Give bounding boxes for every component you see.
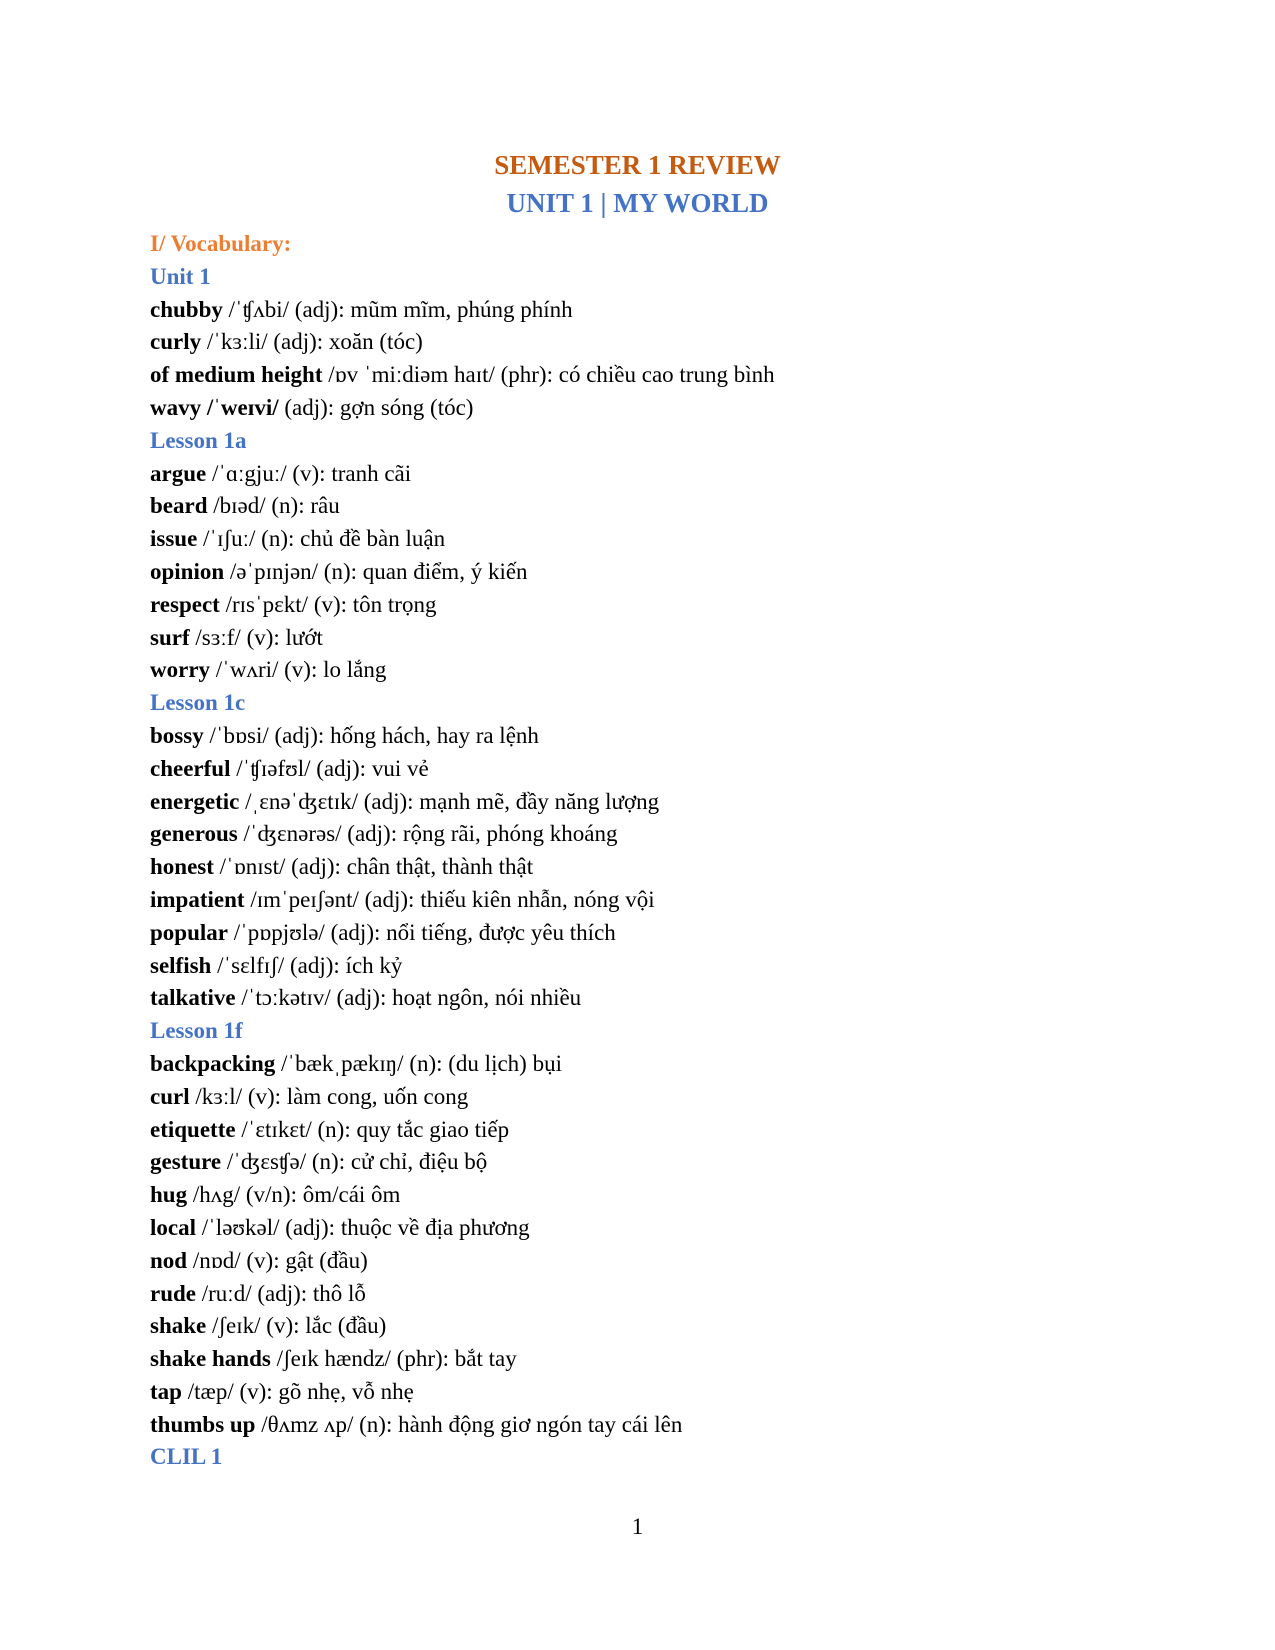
vocab-word: etiquette — [150, 1116, 236, 1142]
vocab-word: generous — [150, 821, 238, 847]
vocab-word: shake hands — [150, 1346, 271, 1372]
vocab-definition: /sɜːf/ (v): lướt — [189, 624, 323, 650]
vocab-entry — [150, 884, 1230, 917]
vocab-word: cheerful — [150, 755, 231, 781]
vocab-definition: /ˈɑːgjuː/ (v): tranh cãi — [206, 460, 412, 486]
vocab-word: worry — [150, 657, 211, 683]
vocab-word: popular — [150, 919, 228, 945]
group-heading: Lesson 1f — [150, 1018, 243, 1044]
vocab-entry — [150, 523, 1230, 556]
vocab-entry — [150, 458, 1230, 491]
vocab-entry — [150, 392, 1230, 425]
vocab-definition: /ʃeɪk/ (v): lắc (đầu) — [206, 1313, 387, 1339]
vocab-definition: /ˈʧʌbi/ (adj): mũm mĩm, phúng phính — [222, 296, 573, 322]
vocab-definition: /nɒd/ (v): gật (đầu) — [187, 1247, 368, 1273]
vocab-entry — [150, 1409, 1230, 1442]
document-title: SEMESTER 1 REVIEW — [494, 150, 781, 180]
vocab-word: energetic — [150, 788, 240, 814]
vocab-definition: (adj): gợn sóng (tóc) — [278, 394, 474, 420]
vocab-entry — [150, 556, 1230, 589]
vocab-word: rude — [150, 1280, 196, 1306]
vocab-entry — [150, 1278, 1230, 1311]
vocab-definition: /bɪəd/ (n): râu — [207, 493, 340, 519]
vocab-definition: /ˈwʌri/ (v): lo lắng — [210, 657, 387, 683]
vocab-entry — [150, 1310, 1230, 1343]
vocab-entry — [150, 786, 1230, 819]
vocab-entry — [150, 1048, 1230, 1081]
vocab-entry — [150, 1179, 1230, 1212]
vocab-word: chubby — [150, 296, 223, 322]
vocab-word: curl — [150, 1083, 190, 1109]
vocab-definition: /ˈkɜːli/ (adj): xoăn (tóc) — [201, 329, 423, 355]
vocab-word: thumbs up — [150, 1411, 256, 1437]
vocab-definition: /θʌmz ʌp/ (n): hành động giơ ngón tay cái lên — [255, 1411, 683, 1437]
vocab-definition: /ˈbækˌpækɪŋ/ (n): (du lịch) bụi — [275, 1050, 562, 1076]
vocab-entry — [150, 490, 1230, 523]
vocab-entry — [150, 720, 1230, 753]
group-heading: CLIL 1 — [150, 1444, 223, 1470]
vocab-definition: /kɜːl/ (v): làm cong, uốn cong — [189, 1083, 469, 1109]
vocab-word: shake — [150, 1313, 207, 1339]
vocab-word: curly — [150, 329, 202, 355]
vocab-definition: /ɒv ˈmiːdiəm haɪt/ (phr): có chiều cao trung bình — [322, 362, 775, 388]
section-heading: I/ Vocabulary: — [150, 231, 292, 256]
vocab-definition: /ruːd/ (adj): thô lỗ — [196, 1280, 366, 1306]
vocab-entry — [150, 1114, 1230, 1147]
vocab-word: tap — [150, 1378, 182, 1404]
vocab-word: argue — [150, 460, 207, 486]
vocab-definition: /tæp/ (v): gõ nhẹ, vỗ nhẹ — [181, 1378, 414, 1404]
vocab-entry — [150, 326, 1230, 359]
vocab-word: wavy /ˈweɪvi/ — [150, 394, 279, 420]
vocab-entry — [150, 818, 1230, 851]
vocab-definition: /ʃeɪk hændz/ (phr): bắt tay — [270, 1346, 517, 1372]
vocab-definition: /ˈɒnɪst/ (adj): chân thật, thành thật — [213, 854, 534, 880]
unit-title: UNIT 1 | MY WORLD — [506, 188, 769, 218]
vocab-definition: /ˌɛnəˈʤɛtɪk/ (adj): mạnh mẽ, đầy năng lượng — [239, 788, 660, 814]
vocab-definition: /ˈpɒpjʊlə/ (adj): nổi tiếng, được yêu thích — [227, 919, 616, 945]
vocab-definition: /ˈʤɛsʧə/ (n): cử chỉ, điệu bộ — [221, 1149, 488, 1175]
vocab-entry — [150, 982, 1230, 1015]
vocab-entry — [150, 917, 1230, 950]
vocab-entry — [150, 1376, 1230, 1409]
vocab-definition: /ˈʧɪəfʊl/ (adj): vui vẻ — [230, 755, 429, 781]
vocab-word: surf — [150, 624, 190, 650]
vocab-entry — [150, 1146, 1230, 1179]
vocab-entry — [150, 359, 1230, 392]
vocab-entry — [150, 1245, 1230, 1278]
vocab-word: bossy — [150, 722, 204, 748]
group-heading: Lesson 1c — [150, 690, 246, 716]
vocab-definition: /ɪmˈpeɪʃənt/ (adj): thiếu kiên nhẫn, nóng vội — [244, 886, 655, 912]
vocab-entry — [150, 622, 1230, 655]
vocab-word: opinion — [150, 558, 225, 584]
vocab-entry — [150, 1081, 1230, 1114]
title-block — [0, 146, 1275, 222]
vocab-entry — [150, 1343, 1230, 1376]
vocab-definition: /ˈʤɛnərəs/ (adj): rộng rãi, phóng khoáng — [237, 821, 618, 847]
vocabulary-section — [150, 228, 1230, 1474]
vocab-word: issue — [150, 526, 198, 552]
vocab-word: nod — [150, 1247, 188, 1273]
vocab-definition: /rɪsˈpɛkt/ (v): tôn trọng — [219, 591, 437, 617]
vocab-word: honest — [150, 854, 214, 880]
vocab-entry — [150, 851, 1230, 884]
vocab-definition: /ˈsɛlfɪʃ/ (adj): ích kỷ — [211, 952, 403, 978]
vocab-entry — [150, 589, 1230, 622]
vocab-word: talkative — [150, 985, 236, 1011]
vocab-word: local — [150, 1214, 196, 1240]
vocab-word: hug — [150, 1182, 188, 1208]
vocab-definition: /ˈləʊkəl/ (adj): thuộc về địa phương — [196, 1214, 530, 1240]
vocab-definition: /ˈbɒsi/ (adj): hống hách, hay ra lệnh — [203, 722, 539, 748]
vocab-entry — [150, 1212, 1230, 1245]
vocab-word: backpacking — [150, 1050, 276, 1076]
vocab-entry — [150, 950, 1230, 983]
vocab-entry — [150, 654, 1230, 687]
vocab-entry — [150, 753, 1230, 786]
vocab-word: beard — [150, 493, 208, 519]
vocab-word: impatient — [150, 886, 245, 912]
page-number: 1 — [631, 1514, 644, 1539]
vocab-word: respect — [150, 591, 220, 617]
vocab-word: of medium height — [150, 362, 323, 388]
vocab-definition: /ˈɪʃuː/ (n): chủ đề bàn luận — [197, 526, 446, 552]
vocab-definition: /ˈtɔːkətɪv/ (adj): hoạt ngôn, nói nhiều — [235, 985, 582, 1011]
vocab-definition: /əˈpɪnjən/ (n): quan điểm, ý kiến — [224, 558, 528, 584]
group-heading: Lesson 1a — [150, 427, 247, 453]
vocab-entry — [150, 294, 1230, 327]
vocab-word: gesture — [150, 1149, 222, 1175]
vocab-word: selfish — [150, 952, 212, 978]
group-heading: Unit 1 — [150, 263, 211, 289]
vocab-definition: /ˈɛtɪkɛt/ (n): quy tắc giao tiếp — [235, 1116, 510, 1142]
vocab-definition: /hʌg/ (v/n): ôm/cái ôm — [187, 1182, 401, 1208]
